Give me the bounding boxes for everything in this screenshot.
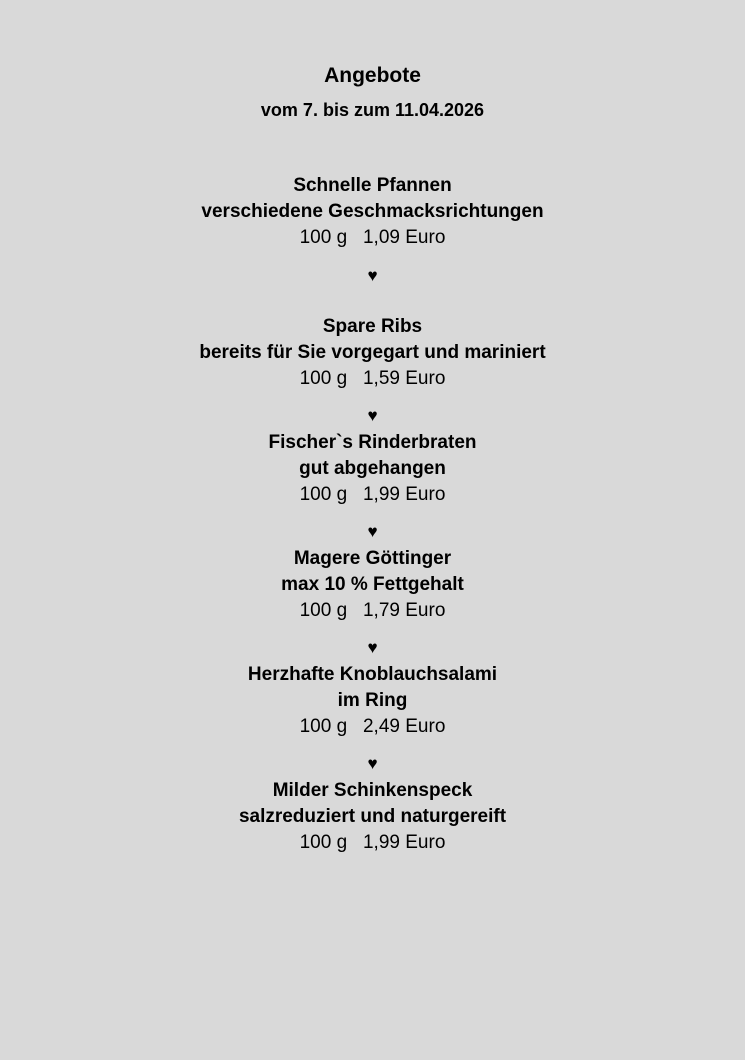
product-name: Herzhafte Knoblauchsalami	[247, 664, 498, 685]
heart-icon: ♥	[367, 266, 378, 285]
product-price: 100 g 1,99 Euro	[299, 484, 446, 505]
product-description: max 10 % Fettgehalt	[281, 574, 464, 595]
product-price: 100 g 1,99 Euro	[299, 832, 446, 853]
product-description: bereits für Sie vorgegart und mariniert	[199, 342, 546, 363]
product-description: salzreduziert und naturgereift	[238, 806, 507, 827]
heart-icon: ♥	[367, 638, 378, 657]
date-range-subtitle: vom 7. bis zum 11.04.2026	[260, 100, 485, 120]
product-price: 100 g 2,49 Euro	[299, 716, 446, 737]
page-title: Angebote	[324, 64, 421, 87]
product-name: Fischer`s Rinderbraten	[268, 432, 477, 453]
product-price: 100 g 1,59 Euro	[299, 368, 446, 389]
heart-icon: ♥	[367, 522, 378, 541]
product-price: 100 g 1,79 Euro	[299, 600, 446, 621]
heart-icon: ♥	[367, 754, 378, 773]
product-description: im Ring	[337, 690, 408, 711]
product-price: 100 g 1,09 Euro	[299, 227, 446, 248]
product-name: Spare Ribs	[322, 316, 423, 337]
product-name: Magere Göttinger	[293, 548, 452, 569]
product-name: Milder Schinkenspeck	[272, 780, 473, 801]
product-description: gut abgehangen	[299, 458, 446, 479]
product-description: verschiedene Geschmacksrichtungen	[201, 201, 544, 222]
product-name: Schnelle Pfannen	[293, 175, 452, 196]
heart-icon: ♥	[367, 406, 378, 425]
